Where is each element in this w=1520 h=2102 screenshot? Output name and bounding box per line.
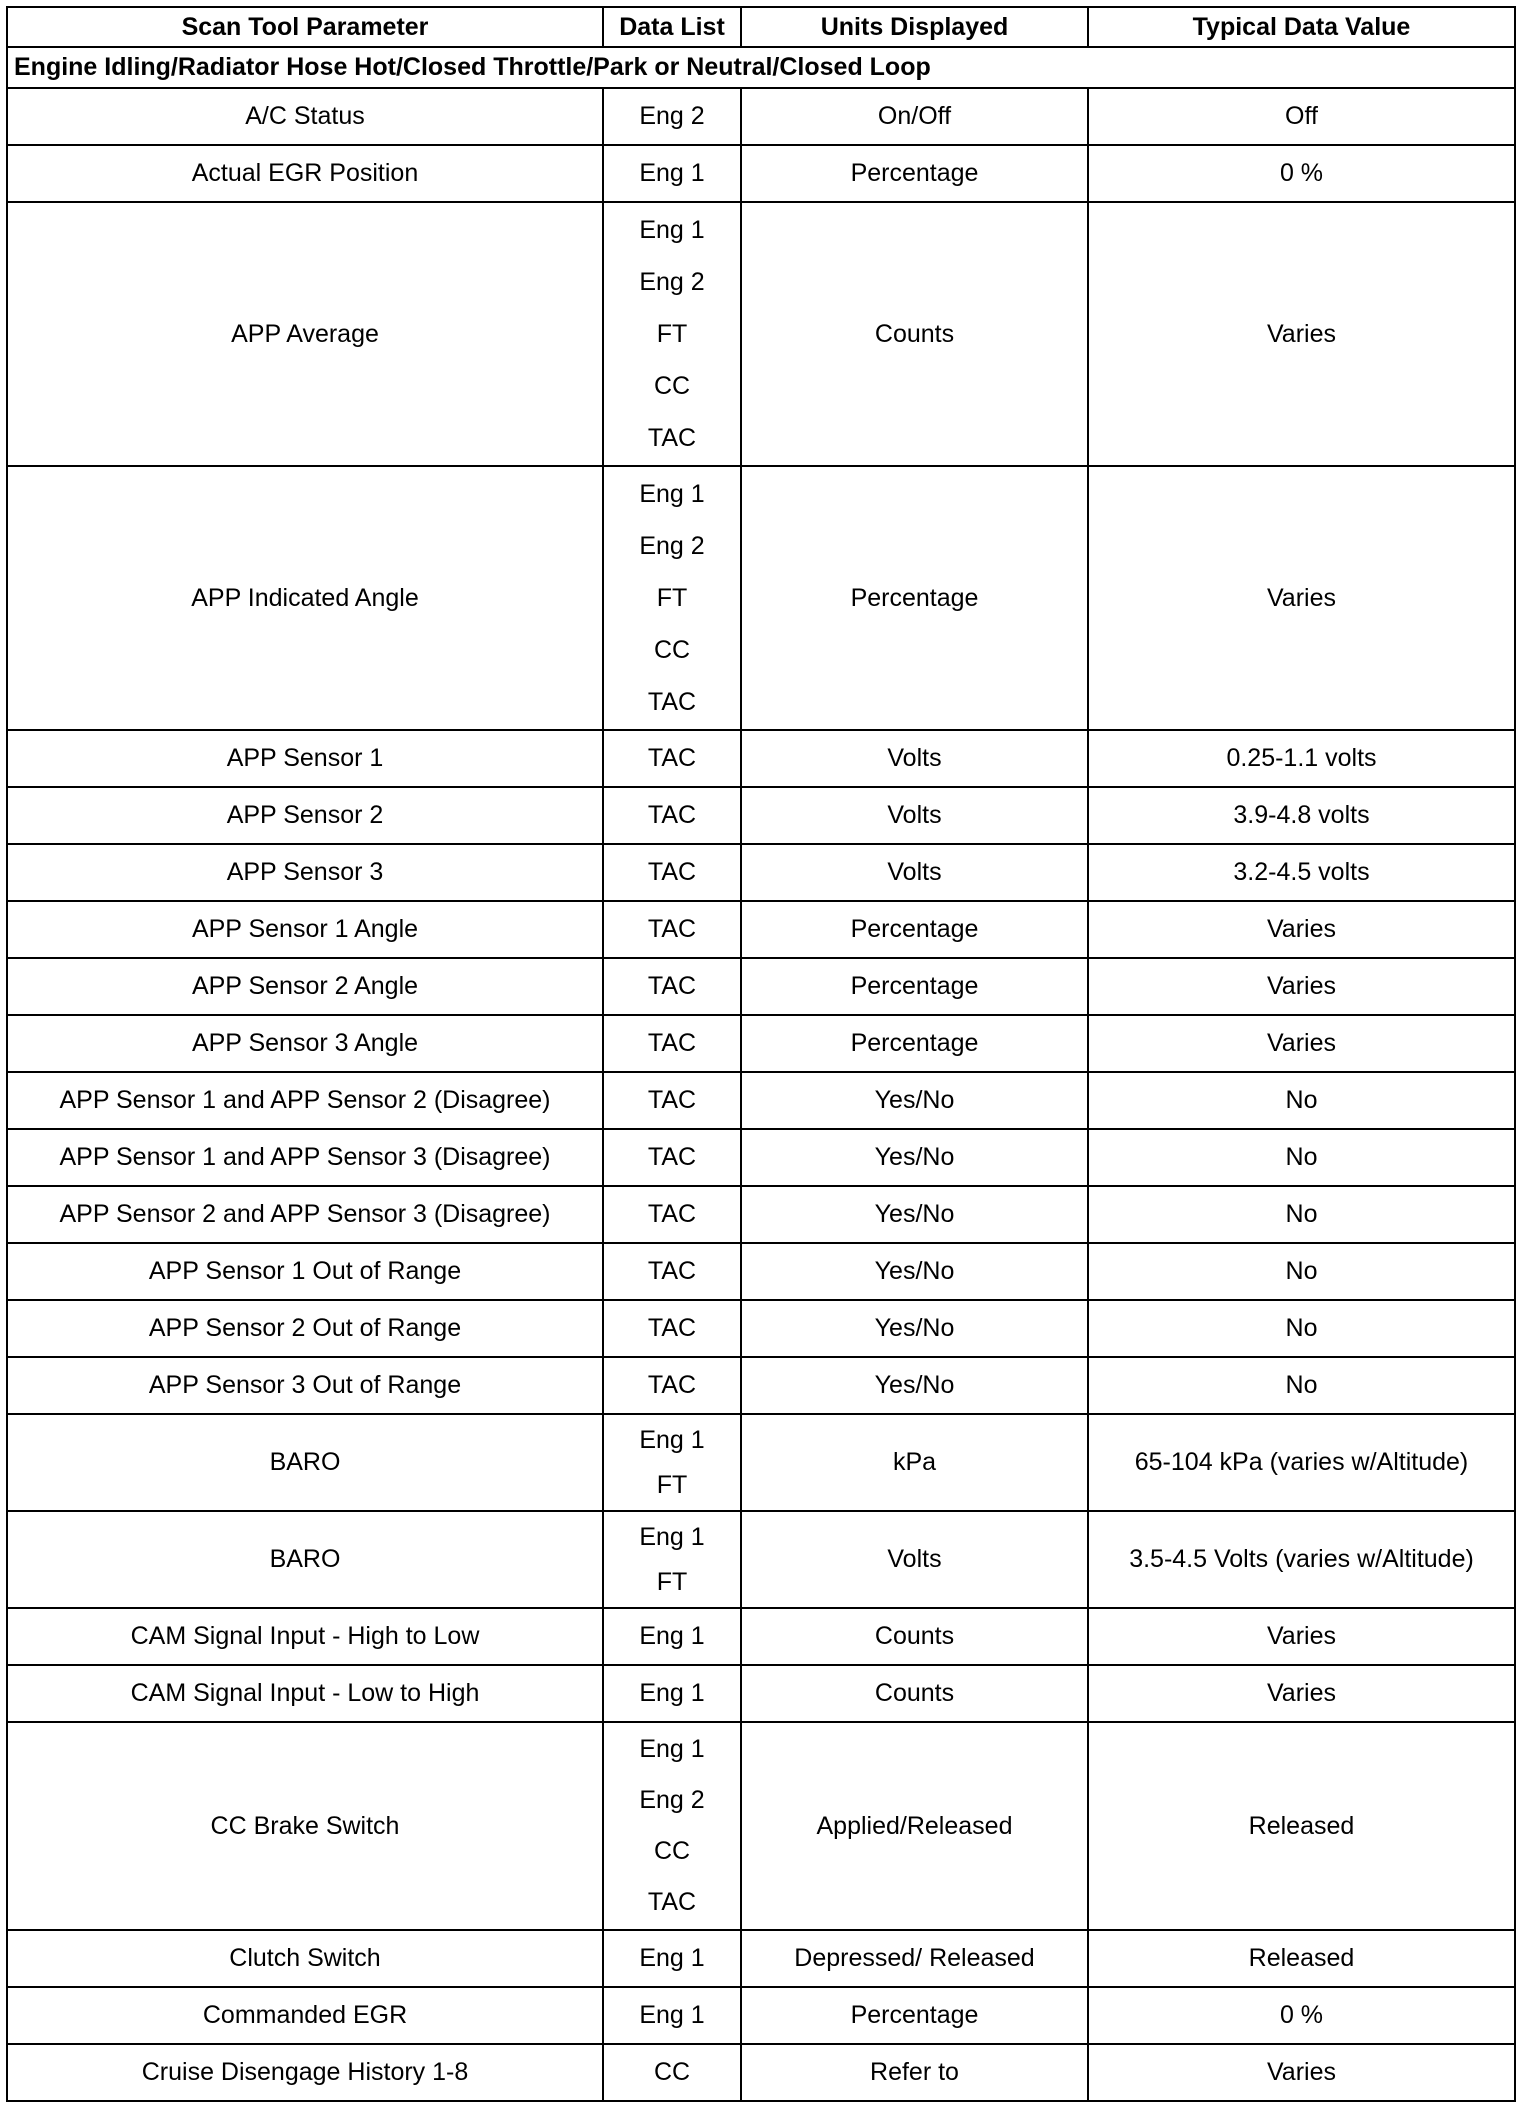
cell-units: Counts — [741, 1608, 1088, 1665]
data-list-entry: Eng 1 — [639, 1425, 705, 1454]
cell-typical-value: 0 % — [1088, 1987, 1515, 2044]
cell-units: Percentage — [741, 466, 1088, 730]
table-row — [7, 901, 1515, 958]
cell-parameter: APP Sensor 3 — [7, 844, 603, 901]
cell-typical-value: Varies — [1088, 1015, 1515, 1072]
cell-parameter: APP Sensor 2 — [7, 787, 603, 844]
header-parameter: Scan Tool Parameter — [7, 7, 603, 47]
cell-units: Yes/No — [741, 1243, 1088, 1300]
cell-data-list — [603, 1930, 741, 1987]
cell-data-list — [603, 1072, 741, 1129]
data-table-sheet — [6, 6, 1514, 2086]
data-list-entry: TAC — [647, 972, 697, 1000]
data-list-entry: Eng 1 — [639, 1735, 705, 1763]
table-row — [7, 1015, 1515, 1072]
table-row — [7, 1414, 1515, 1511]
cell-units: Volts — [741, 730, 1088, 787]
data-list-stack — [604, 731, 740, 786]
cell-units: Volts — [741, 787, 1088, 844]
cell-data-list — [603, 1300, 741, 1357]
data-list-entry: TAC — [647, 1086, 697, 1114]
header-typical: Typical Data Value — [1088, 7, 1515, 47]
cell-units: Percentage — [741, 145, 1088, 202]
data-list-stack — [604, 788, 740, 843]
data-list-entry: TAC — [647, 801, 697, 829]
data-list-stack — [604, 1666, 740, 1721]
table-row — [7, 844, 1515, 901]
cell-typical-value: No — [1088, 1072, 1515, 1129]
cell-units: Depressed/ Released — [741, 1930, 1088, 1987]
data-list-stack — [604, 468, 740, 728]
section-title: Engine Idling/Radiator Hose Hot/Closed Throttle/Park or Neutral/Closed Loop — [7, 47, 1515, 88]
data-list-entry: TAC — [647, 1143, 697, 1171]
data-list-stack — [604, 1724, 740, 1928]
data-list-entry: FT — [656, 1567, 688, 1596]
data-list-entry: TAC — [647, 858, 697, 886]
data-list-stack — [604, 845, 740, 900]
cell-data-list — [603, 958, 741, 1015]
cell-units: Percentage — [741, 1015, 1088, 1072]
cell-data-list — [603, 1186, 741, 1243]
cell-units: Counts — [741, 1665, 1088, 1722]
cell-units: On/Off — [741, 88, 1088, 145]
cell-data-list — [603, 1015, 741, 1072]
cell-data-list — [603, 466, 741, 730]
data-list-stack — [604, 1301, 740, 1356]
table-row — [7, 787, 1515, 844]
cell-typical-value: Varies — [1088, 202, 1515, 466]
table-row — [7, 1300, 1515, 1357]
cell-typical-value: Varies — [1088, 901, 1515, 958]
data-list-entry: CC — [653, 372, 691, 400]
cell-data-list — [603, 1987, 741, 2044]
cell-parameter: CAM Signal Input - Low to High — [7, 1665, 603, 1722]
data-list-entry: Eng 1 — [639, 159, 705, 187]
data-list-entry: Eng 2 — [639, 532, 705, 560]
table-row — [7, 1987, 1515, 2044]
cell-data-list — [603, 145, 741, 202]
table-row — [7, 1511, 1515, 1608]
table-row — [7, 1357, 1515, 1414]
cell-units: Percentage — [741, 1987, 1088, 2044]
data-list-stack — [604, 204, 740, 464]
data-list-stack — [604, 1244, 740, 1299]
cell-typical-value: 3.2-4.5 volts — [1088, 844, 1515, 901]
data-list-entry: TAC — [647, 744, 697, 772]
cell-parameter: APP Indicated Angle — [7, 466, 603, 730]
data-list-entry: Eng 1 — [639, 216, 705, 244]
header-data-list: Data List — [603, 7, 741, 47]
table-row — [7, 1608, 1515, 1665]
cell-typical-value: 0.25-1.1 volts — [1088, 730, 1515, 787]
header-row — [7, 7, 1515, 47]
cell-data-list — [603, 1414, 741, 1511]
cell-parameter: A/C Status — [7, 88, 603, 145]
cell-parameter: BARO — [7, 1511, 603, 1608]
data-list-entry: TAC — [647, 424, 697, 452]
cell-parameter: APP Sensor 3 Angle — [7, 1015, 603, 1072]
table-row — [7, 1665, 1515, 1722]
cell-data-list — [603, 1129, 741, 1186]
table-row — [7, 88, 1515, 145]
data-list-entry: Eng 2 — [639, 268, 705, 296]
data-list-stack — [604, 146, 740, 201]
cell-data-list — [603, 844, 741, 901]
table-row — [7, 1072, 1515, 1129]
data-list-stack — [604, 1358, 740, 1413]
cell-typical-value: Varies — [1088, 466, 1515, 730]
cell-typical-value: Off — [1088, 88, 1515, 145]
data-list-stack — [604, 1609, 740, 1664]
data-list-entry: Eng 1 — [639, 1522, 705, 1551]
cell-parameter: APP Sensor 1 Angle — [7, 901, 603, 958]
cell-parameter: APP Sensor 2 and APP Sensor 3 (Disagree) — [7, 1186, 603, 1243]
data-list-entry: TAC — [647, 1200, 697, 1228]
cell-units: Yes/No — [741, 1072, 1088, 1129]
cell-typical-value: 0 % — [1088, 145, 1515, 202]
table-row — [7, 202, 1515, 466]
cell-units: Counts — [741, 202, 1088, 466]
cell-data-list — [603, 730, 741, 787]
data-list-stack — [604, 1130, 740, 1185]
table-row — [7, 1129, 1515, 1186]
data-list-entry: CC — [653, 2058, 691, 2086]
data-list-entry: Eng 2 — [639, 1786, 705, 1814]
cell-units: Volts — [741, 1511, 1088, 1608]
cell-typical-value: Varies — [1088, 2044, 1515, 2101]
cell-units: Percentage — [741, 901, 1088, 958]
cell-typical-value: Varies — [1088, 1665, 1515, 1722]
scan-tool-data-table — [6, 6, 1516, 2102]
cell-parameter: Clutch Switch — [7, 1930, 603, 1987]
cell-data-list — [603, 2044, 741, 2101]
cell-data-list — [603, 1608, 741, 1665]
cell-parameter: Actual EGR Position — [7, 145, 603, 202]
cell-parameter: APP Average — [7, 202, 603, 466]
cell-typical-value: 65-104 kPa (varies w/Altitude) — [1088, 1414, 1515, 1511]
data-list-entry: CC — [653, 636, 691, 664]
data-list-entry: Eng 1 — [639, 2001, 705, 2029]
table-row — [7, 1930, 1515, 1987]
data-list-entry: Eng 1 — [639, 1679, 705, 1707]
data-list-entry: CC — [653, 1837, 691, 1865]
data-list-entry: TAC — [647, 1314, 697, 1342]
data-list-entry: TAC — [647, 688, 697, 716]
table-row — [7, 958, 1515, 1015]
data-list-entry: Eng 1 — [639, 1944, 705, 1972]
cell-typical-value: No — [1088, 1129, 1515, 1186]
cell-parameter: APP Sensor 1 — [7, 730, 603, 787]
cell-units: Yes/No — [741, 1129, 1088, 1186]
data-list-stack — [604, 1016, 740, 1071]
cell-parameter: APP Sensor 2 Out of Range — [7, 1300, 603, 1357]
cell-parameter: APP Sensor 1 and APP Sensor 3 (Disagree) — [7, 1129, 603, 1186]
data-list-entry: Eng 1 — [639, 480, 705, 508]
cell-typical-value: Released — [1088, 1722, 1515, 1930]
cell-typical-value: Varies — [1088, 1608, 1515, 1665]
table-row — [7, 466, 1515, 730]
cell-parameter: CAM Signal Input - High to Low — [7, 1608, 603, 1665]
cell-units: kPa — [741, 1414, 1088, 1511]
data-list-entry: FT — [656, 320, 688, 348]
cell-parameter: APP Sensor 2 Angle — [7, 958, 603, 1015]
table-row — [7, 730, 1515, 787]
cell-typical-value: 3.5-4.5 Volts (varies w/Altitude) — [1088, 1511, 1515, 1608]
cell-parameter: BARO — [7, 1414, 603, 1511]
data-list-stack — [604, 2045, 740, 2100]
data-list-stack — [604, 1187, 740, 1242]
section-row — [7, 47, 1515, 88]
cell-parameter: Cruise Disengage History 1-8 — [7, 2044, 603, 2101]
data-list-stack — [604, 89, 740, 144]
cell-typical-value: 3.9-4.8 volts — [1088, 787, 1515, 844]
cell-parameter: Commanded EGR — [7, 1987, 603, 2044]
data-list-entry: FT — [656, 584, 688, 612]
cell-parameter: CC Brake Switch — [7, 1722, 603, 1930]
cell-units: Percentage — [741, 958, 1088, 1015]
data-list-entry: TAC — [647, 1371, 697, 1399]
table-row — [7, 1243, 1515, 1300]
header-units: Units Displayed — [741, 7, 1088, 47]
data-list-entry: TAC — [647, 1257, 697, 1285]
cell-data-list — [603, 202, 741, 466]
cell-typical-value: No — [1088, 1243, 1515, 1300]
data-list-stack — [604, 1988, 740, 2043]
data-list-entry: Eng 2 — [639, 102, 705, 130]
data-list-entry: TAC — [647, 915, 697, 943]
table-row — [7, 2044, 1515, 2101]
cell-parameter: APP Sensor 1 and APP Sensor 2 (Disagree) — [7, 1072, 603, 1129]
cell-data-list — [603, 1665, 741, 1722]
cell-data-list — [603, 88, 741, 145]
data-list-stack — [604, 902, 740, 957]
cell-units: Yes/No — [741, 1186, 1088, 1243]
data-list-entry: TAC — [647, 1888, 697, 1916]
cell-typical-value: Varies — [1088, 958, 1515, 1015]
cell-data-list — [603, 1511, 741, 1608]
data-list-stack — [604, 959, 740, 1014]
data-list-entry: TAC — [647, 1029, 697, 1057]
cell-typical-value: No — [1088, 1186, 1515, 1243]
cell-data-list — [603, 901, 741, 958]
cell-parameter: APP Sensor 1 Out of Range — [7, 1243, 603, 1300]
data-list-stack — [604, 1073, 740, 1128]
cell-parameter: APP Sensor 3 Out of Range — [7, 1357, 603, 1414]
data-list-entry: FT — [656, 1470, 688, 1499]
cell-units: Yes/No — [741, 1357, 1088, 1414]
cell-data-list — [603, 787, 741, 844]
cell-data-list — [603, 1357, 741, 1414]
data-list-stack — [604, 1418, 740, 1508]
data-list-entry: Eng 1 — [639, 1622, 705, 1650]
table-row — [7, 145, 1515, 202]
cell-typical-value: No — [1088, 1300, 1515, 1357]
cell-typical-value: Released — [1088, 1930, 1515, 1987]
cell-units: Refer to — [741, 2044, 1088, 2101]
table-row — [7, 1186, 1515, 1243]
table-row — [7, 1722, 1515, 1930]
cell-data-list — [603, 1243, 741, 1300]
cell-units: Volts — [741, 844, 1088, 901]
cell-units: Yes/No — [741, 1300, 1088, 1357]
cell-data-list — [603, 1722, 741, 1930]
cell-typical-value: No — [1088, 1357, 1515, 1414]
cell-units: Applied/Released — [741, 1722, 1088, 1930]
data-list-stack — [604, 1931, 740, 1986]
data-list-stack — [604, 1515, 740, 1605]
